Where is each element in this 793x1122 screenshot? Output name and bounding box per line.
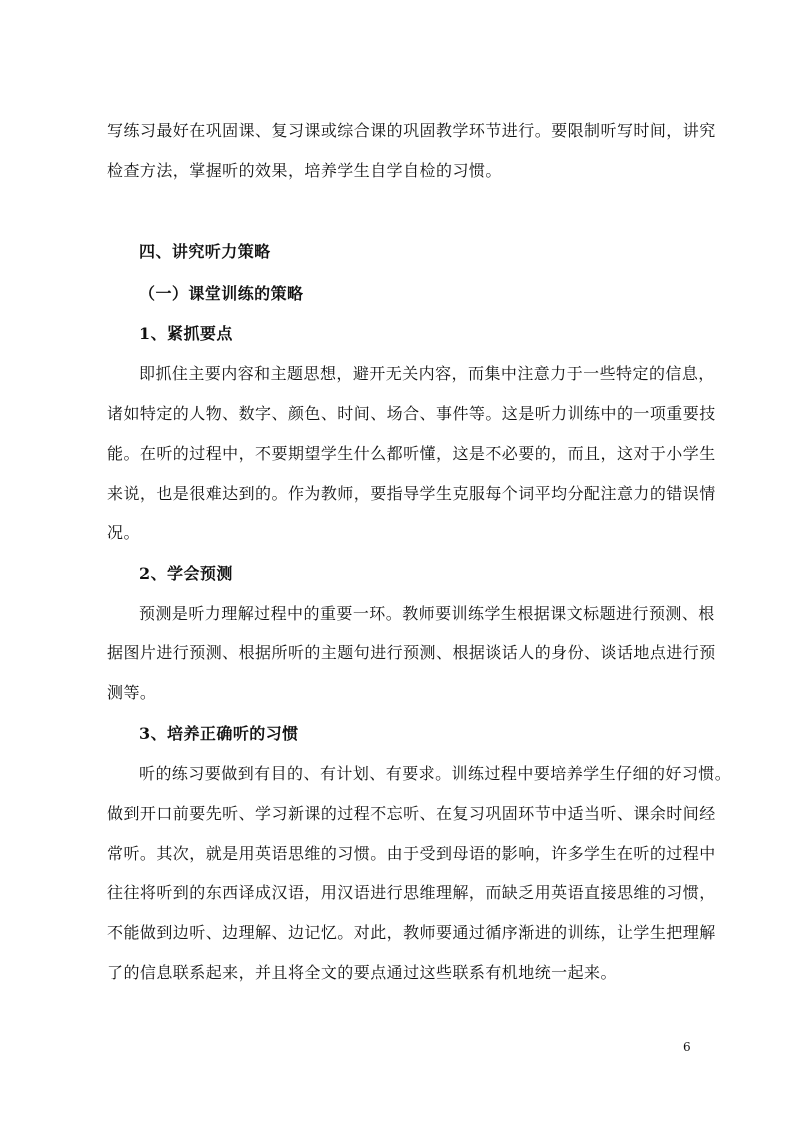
point-heading: 2、学会预测 [139, 564, 233, 583]
body-text-line: 能。在听的过程中，不要期望学生什么都听懂，这是不必要的，而且，这对于小学生 [107, 444, 716, 463]
body-text-line: 写练习最好在巩固课、复习课或综合课的巩固教学环节进行。要限制听写时间，讲究 [107, 121, 716, 140]
body-text-line: 往往将听到的东西译成汉语，用汉语进行思维理解，而缺乏用英语直接思维的习惯， [107, 883, 716, 902]
body-text-line: 测等。 [107, 683, 157, 702]
body-text-line: 据图片进行预测、根据所听的主题句进行预测、根据谈话人的身份、谈话地点进行预 [107, 643, 716, 662]
page-number: 6 [683, 1040, 691, 1054]
body-text-line: 况。 [107, 523, 140, 542]
section-heading: 四、讲究听力策略 [139, 242, 271, 261]
body-text-line: 常听。其次，就是用英语思维的习惯。由于受到母语的影响，许多学生在听的过程中 [107, 844, 716, 863]
body-text-line: 预测是听力理解过程中的重要一环。教师要训练学生根据课文标题进行预测、根 [139, 604, 715, 623]
body-text-line: 即抓住主要内容和主题思想，避开无关内容，而集中注意力于一些特定的信息， [139, 364, 715, 383]
body-text-line: 做到开口前要先听、学习新课的过程不忘听、在复习巩固环节中适当听、课余时间经 [107, 804, 716, 823]
body-text-line: 来说，也是很难达到的。作为教师，要指导学生克服每个词平均分配注意力的错误情 [107, 484, 716, 503]
body-text-line: 检查方法，掌握听的效果，培养学生自学自检的习惯。 [107, 161, 502, 180]
subsection-heading: （一）课堂训练的策略 [139, 284, 304, 303]
point-heading: 3、培养正确听的习惯 [139, 724, 299, 743]
body-text-line: 不能做到边听、边理解、边记忆。对此，教师要通过循序渐进的训练，让学生把理解 [107, 923, 716, 942]
body-text-line: 诸如特定的人物、数字、颜色、时间、场合、事件等。这是听力训练中的一项重要技 [107, 404, 716, 423]
body-text-line: 听的练习要做到有目的、有计划、有要求。训练过程中要培养学生仔细的好习惯。 [139, 764, 732, 783]
body-text-line: 了的信息联系起来，并且将全文的要点通过这些联系有机地统一起来。 [107, 963, 617, 982]
point-heading: 1、紧抓要点 [139, 324, 233, 343]
